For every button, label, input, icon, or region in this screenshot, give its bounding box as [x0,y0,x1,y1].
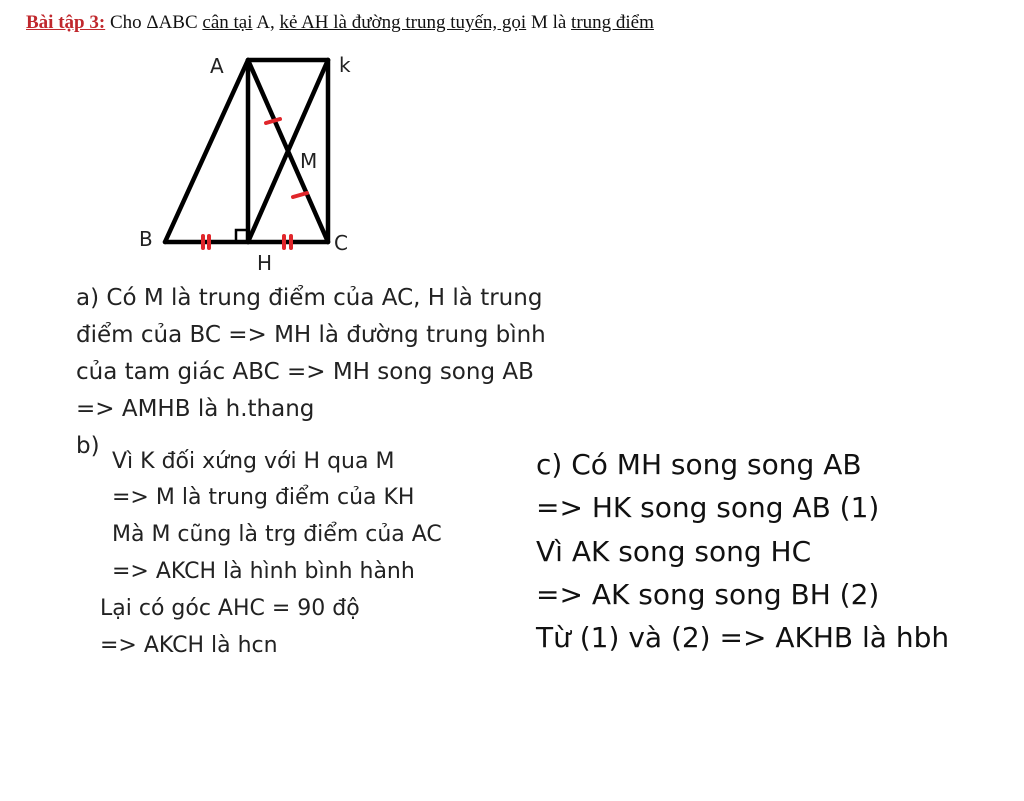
part-b-line-3: Mà M cũng là trg điểm của AC [112,522,442,547]
part-b-line-2: => M là trung điểm của KH [112,485,415,510]
tick-mark-AM [266,119,280,123]
vertex-label-H: H [257,251,273,275]
part-c-line-5: Từ (1) và (2) => AKHB là hbh [536,621,950,654]
part-b-line-1: Vì K đối xứng với H qua M [112,449,395,474]
part-b-line-5: Lại có góc AHC = 90 độ [100,596,360,621]
part-a-line-1: a) Có M là trung điểm của AC, H là trung [76,285,543,311]
tick-mark-MC [293,193,307,197]
part-b-line-4: => AKCH là hình bình hành [112,559,415,584]
part-c-line-4: => AK song song BH (2) [536,578,880,611]
title-text-6: trung điểm [571,12,654,33]
exercise-label: Bài tập 3: [26,12,106,33]
vertex-label-A: A [210,54,224,78]
part-b-line-6: => AKCH là hcn [100,633,278,658]
title-text-1: Cho ΔABC [105,12,203,33]
segment-AB [165,60,248,242]
part-c-line-3: Vì AK song song HC [536,535,812,568]
part-a-line-4: => AMHB là h.thang [76,396,315,422]
geometry-figure [130,50,370,280]
part-a-line-2: điểm của BC => MH là đường trung bình [76,322,546,348]
exercise-title [26,12,654,34]
vertex-label-K: k [339,53,351,77]
part-c-line-2: => HK song song AB (1) [536,491,880,524]
part-c-line-1: c) Có MH song song AB [536,448,862,481]
title-text-3: A, [252,12,280,33]
part-a-line-3: của tam giác ABC => MH song song AB [76,359,534,385]
title-text-2: cân tại [202,12,253,33]
title-text-4: kẻ AH là đường trung tuyến, gọi [279,12,527,33]
vertex-label-M: M [300,149,318,173]
vertex-label-B: B [139,227,153,251]
part-b-label: b) [76,433,100,459]
title-text-5: M là [526,12,572,33]
vertex-label-C: C [334,231,348,255]
